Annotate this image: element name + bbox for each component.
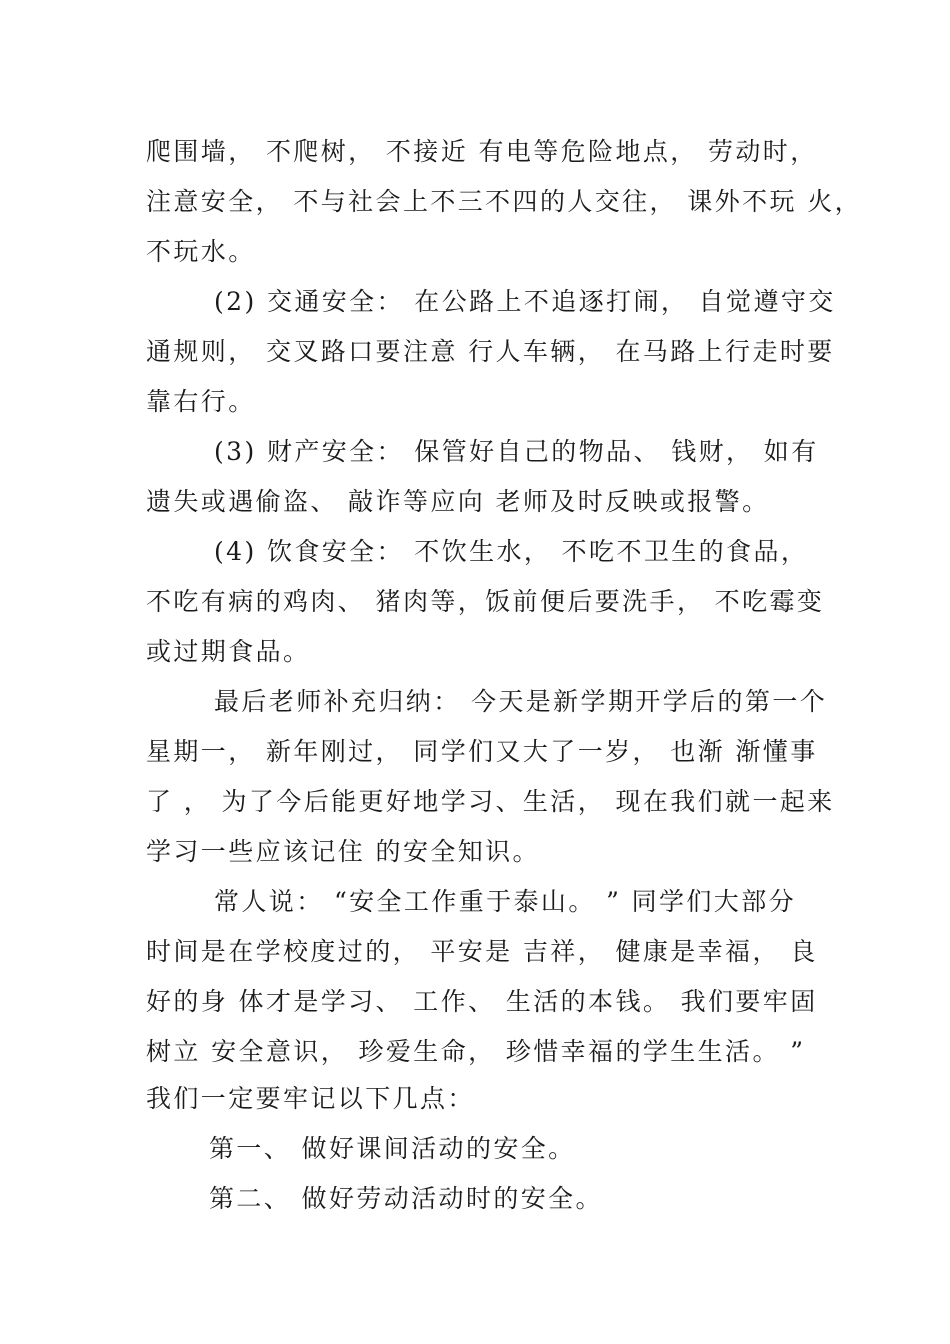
text-line: 第二、 做好劳动活动时的安全。 [209,1184,603,1213]
text-line: (3) 财产安全： 保管好自己的物品、 钱财， 如有 [214,437,819,466]
text-line: 第一、 做好课间活动的安全。 [209,1134,576,1163]
text-line: 靠右行。 [146,387,256,416]
text-line: 最后老师补充归纳： 今天是新学期开学后的第一个 [214,687,828,716]
text-line: 或过期食品。 [146,637,311,666]
text-line: 爬围墙， 不爬树， 不接近 有电等危险地点， 劳动时， [146,137,818,166]
text-line: 遗失或遇偷盗、 敲诈等应向 老师及时反映或报警。 [146,487,770,516]
text-line: 我们一定要牢记以下几点： [146,1084,475,1113]
text-line: (2) 交通安全： 在公路上不追逐打闹， 自觉遵守交 [214,287,836,316]
text-line: 注意安全， 不与社会上不三不四的人交往， 课外不玩 火， [146,187,863,216]
text-line: 了 ， 为了今后能更好地学习、生活， 现在我们就一起来 [146,787,835,816]
text-line: 常人说： “安全工作重于泰山。 ” 同学们大部分 [214,887,797,916]
text-line: 星期一， 新年刚过， 同学们又大了一岁， 也渐 渐懂事 [146,737,818,766]
text-line: 时间是在学校度过的， 平安是 吉祥， 健康是幸福， 良 [146,937,818,966]
text-line: (4) 饮食安全： 不饮生水， 不吃不卫生的食品， [214,537,809,566]
text-line: 不吃有病的鸡肉、 猪肉等，饭前便后要洗手， 不吃霉变 [146,587,825,616]
text-line: 树立 安全意识， 珍爱生命， 珍惜幸福的学生生活。 ” [146,1037,806,1066]
text-line: 学习一些应该记住 的安全知识。 [146,837,540,866]
text-line: 通规则， 交叉路口要注意 行人车辆， 在马路上行走时要 [146,337,835,366]
text-line: 好的身 体才是学习、 工作、 生活的本钱。 我们要牢固 [146,987,818,1016]
text-line: 不玩水。 [146,237,256,266]
